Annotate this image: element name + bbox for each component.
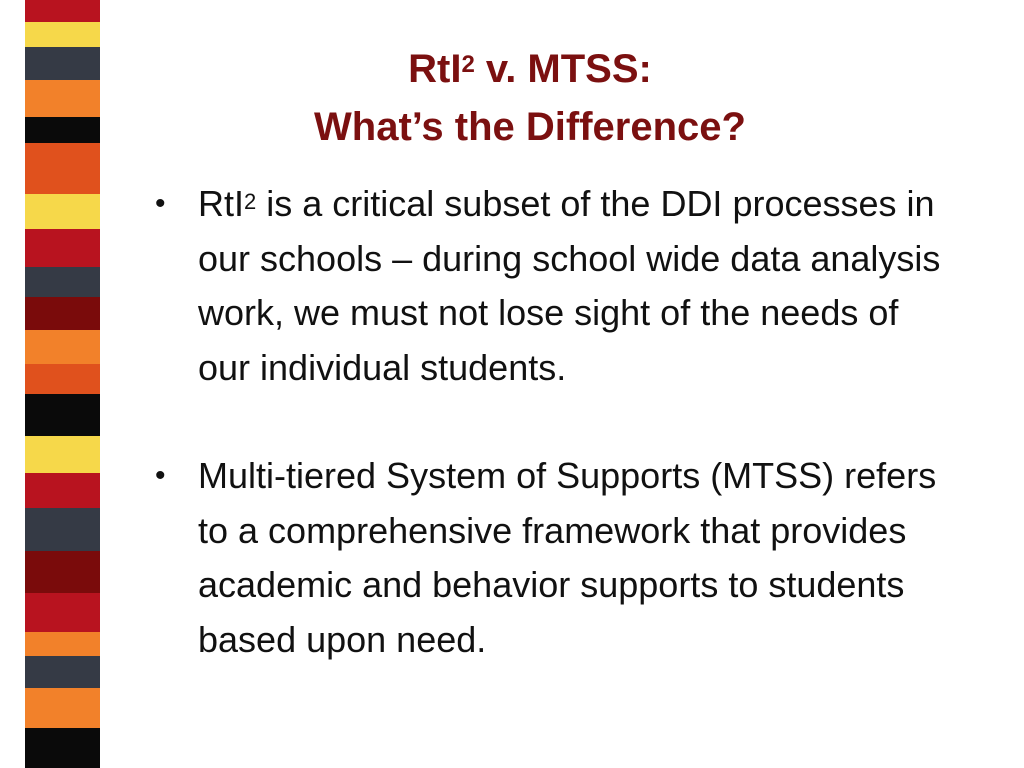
stripe (25, 229, 100, 267)
stripe (25, 728, 100, 768)
stripe (25, 364, 100, 394)
title-line-1 (230, 40, 830, 98)
stripe (25, 80, 100, 117)
title-vs-mtss: v. MTSS: (474, 47, 652, 91)
stripe (25, 632, 100, 657)
stripe (25, 473, 100, 509)
stripe (25, 593, 100, 632)
bullet-rti-prefix: RtI (198, 183, 245, 224)
stripe (25, 117, 100, 144)
slide-title (230, 40, 830, 156)
stripe (25, 394, 100, 436)
stripe (25, 194, 100, 230)
decorative-stripe-bar (25, 0, 100, 768)
stripe (25, 143, 100, 193)
stripe (25, 47, 100, 80)
stripe (25, 22, 100, 48)
stripe (25, 267, 100, 298)
stripe (25, 330, 100, 365)
bullet-list (155, 177, 955, 667)
bullet-mtss-text: Multi-tiered System of Supports (MTSS) refers to a comprehensive framework that provides academic and behavior supports to students based upon need. (198, 455, 937, 660)
title-rti-superscript: 2 (461, 51, 475, 78)
stripe (25, 551, 100, 593)
title-rti: RtI (408, 47, 462, 91)
title-line-2: What’s the Difference? (314, 105, 746, 149)
bullet-item-mtss (155, 449, 955, 667)
bullet-dot-icon: • (155, 459, 166, 492)
stripe (25, 436, 100, 473)
stripe (25, 508, 100, 550)
bullet-item-rti (155, 177, 955, 395)
stripe (25, 656, 100, 688)
stripe (25, 0, 100, 22)
bullet-dot-icon: • (155, 187, 166, 220)
bullet-rti-text: is a critical subset of the DDI processes in our schools – during school wide data analysis work, we must not lose sight of the needs of our individual students. (198, 183, 941, 388)
stripe (25, 297, 100, 330)
stripe (25, 688, 100, 727)
bullet-rti-superscript: 2 (244, 189, 257, 214)
